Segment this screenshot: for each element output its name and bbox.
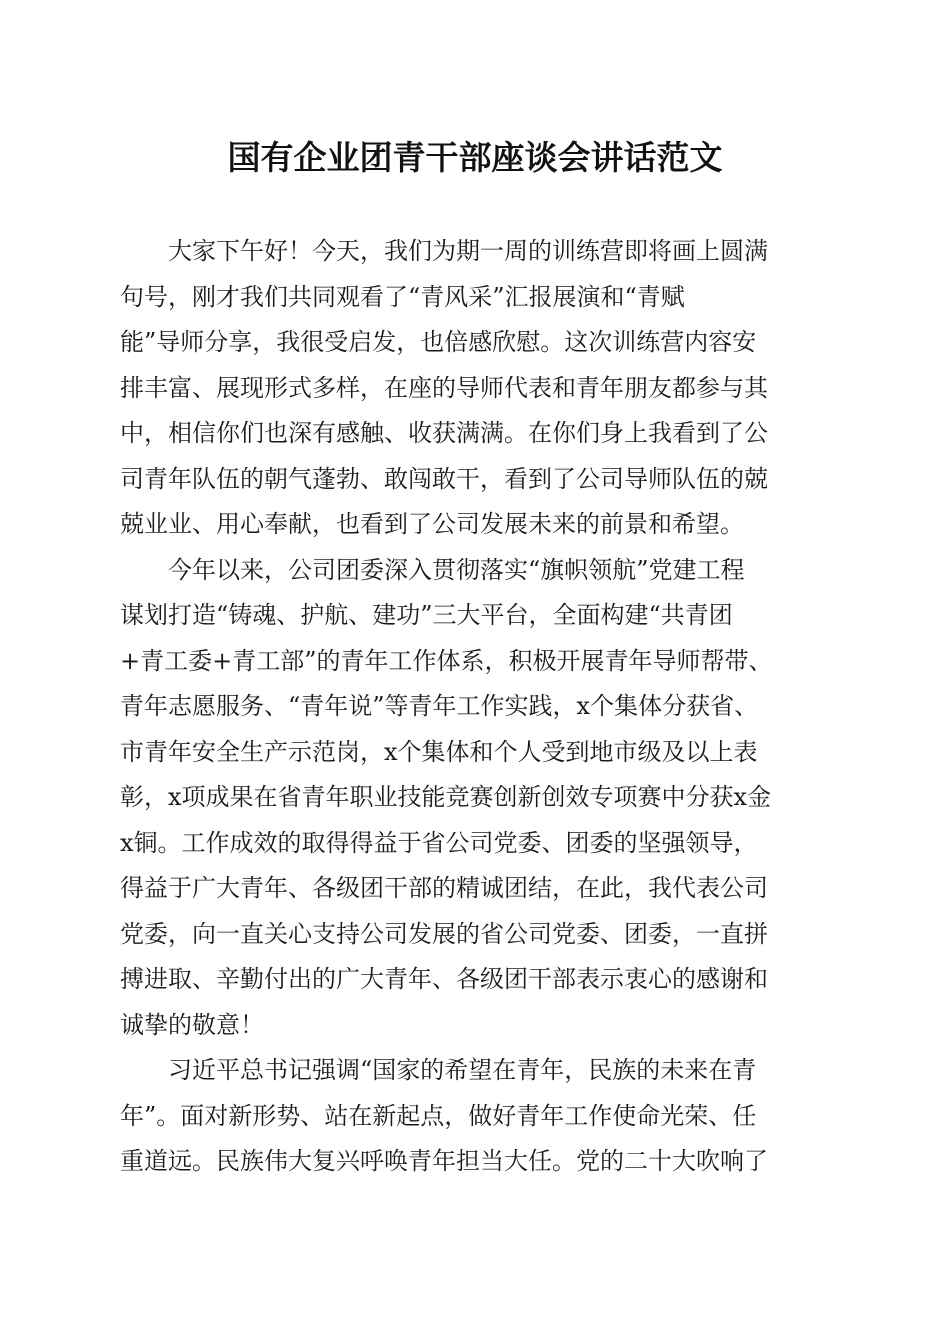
- text-line: 搏进取、辛勤付出的广大青年、各级团干部表示衷心的感谢和: [120, 965, 768, 993]
- text-line: +青工委+青工部”的青年工作体系，积极开展青年导师帮带、: [120, 646, 773, 675]
- text-line: 能”导师分享，我很受启发，也倍感欣慰。这次训练营内容安: [120, 328, 757, 356]
- text-line: 诚挚的敬意！: [120, 1010, 264, 1039]
- text-line: 中，相信你们也深有感触、收获满满。在你们身上我看到了公: [120, 419, 768, 447]
- text-line: 青年志愿服务、“青年说”等青年工作实践，x个集体分获省、: [120, 692, 759, 720]
- text-line: 句号，刚才我们共同观看了“青风采”汇报展演和“青赋: [120, 282, 685, 311]
- text-line: x铜。工作成效的取得得益于省公司党委、团委的坚强领导，: [120, 828, 758, 857]
- text-line: 得益于广大青年、各级团干部的精诚团结，在此，我代表公司: [120, 874, 768, 902]
- text-line: 司青年队伍的朝气蓬勃、敢闯敢干，看到了公司导师队伍的兢: [120, 464, 768, 493]
- text-line: 谋划打造“铸魂、护航、建功”三大平台，全面构建“共青团: [120, 601, 733, 629]
- text-line: 今年以来，公司团委深入贯彻落实“旗帜领航”党建工程: [168, 555, 745, 584]
- paragraph-achievements: [120, 548, 832, 1049]
- text-line: 兢业业、用心奉献，也看到了公司发展未来的前景和希望。: [120, 510, 744, 538]
- text-line: 重道远。民族伟大复兴呼唤青年担当大任。党的二十大吹响了: [120, 1147, 768, 1175]
- text-line: 彰，x项成果在省青年职业技能竞赛创新创效专项赛中分获x金: [120, 783, 772, 811]
- document-body: [120, 229, 832, 1185]
- document-title: 国有企业团青干部座谈会讲话范文: [227, 138, 723, 177]
- text-line: 年”。面对新形势、站在新起点，做好青年工作使命光荣、任: [120, 1101, 757, 1130]
- paragraph-greeting: [120, 229, 832, 548]
- text-line: 大家下午好！今天，我们为期一周的训练营即将画上圆满: [168, 237, 768, 265]
- text-line: 习近平总书记强调“国家的希望在青年，民族的未来在青: [168, 1056, 757, 1084]
- text-line: 党委，向一直关心支持公司发展的省公司党委、团委，一直拼: [120, 919, 768, 948]
- text-line: 市青年安全生产示范岗，x个集体和个人受到地市级及以上表: [120, 737, 758, 766]
- paragraph-youth-mission: [120, 1048, 832, 1185]
- text-line: 排丰富、展现形式多样，在座的导师代表和青年朋友都参与其: [120, 373, 768, 402]
